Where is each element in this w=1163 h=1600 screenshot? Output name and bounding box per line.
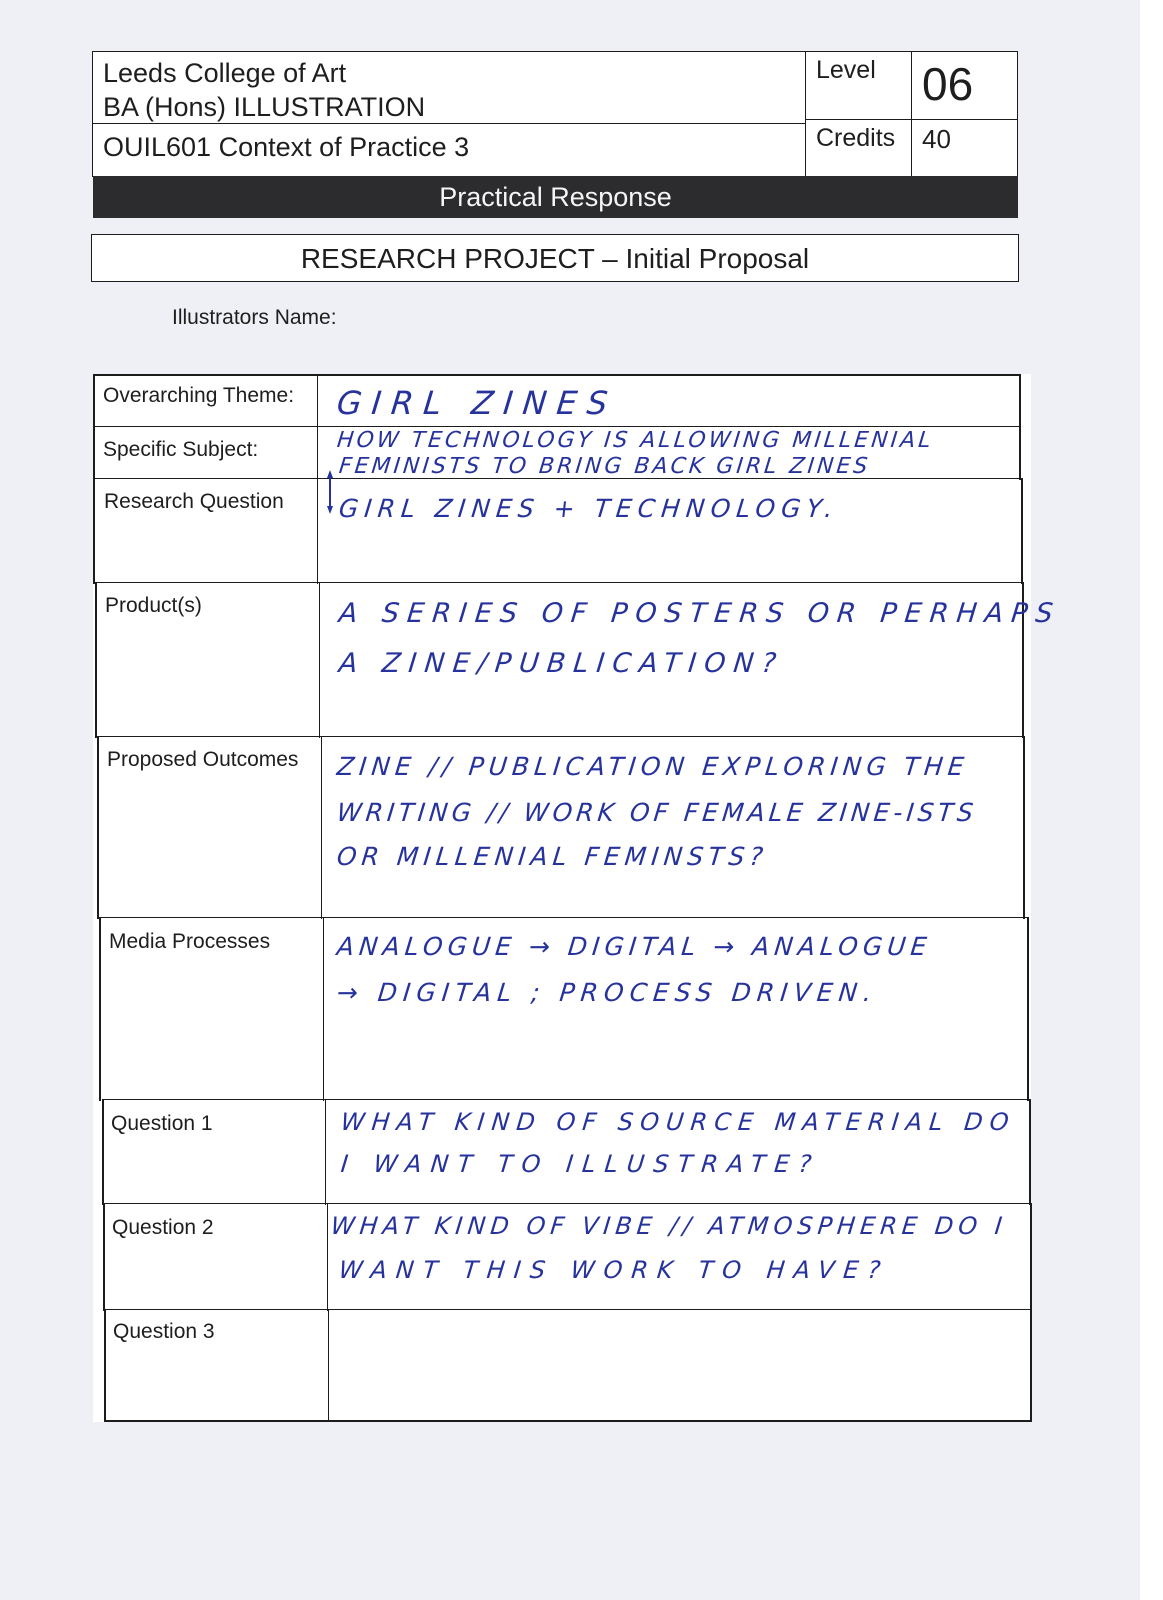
scan-margin bbox=[1140, 0, 1163, 1600]
practical-response-banner: Practical Response bbox=[93, 176, 1018, 218]
arrow-icon bbox=[327, 470, 333, 514]
proposal-table bbox=[93, 374, 1063, 1422]
header-module-cell bbox=[93, 124, 805, 176]
illustrator-name-label: Illustrators Name: bbox=[172, 306, 337, 329]
row-label-media: Media Processes bbox=[109, 930, 271, 953]
answer-media-line-1: ANALOGUE → DIGITAL → ANALOGUE bbox=[335, 932, 934, 961]
answer-outcomes-line-1: ZINE // PUBLICATION EXPLORING THE bbox=[335, 752, 971, 781]
level-label: Level bbox=[805, 52, 911, 120]
level-value: 06 bbox=[911, 52, 1017, 120]
row-label-research-question: Research Question bbox=[104, 490, 284, 513]
answer-question-1-line-2: I WANT TO ILLUSTRATE? bbox=[339, 1150, 822, 1178]
row-label-subject: Specific Subject: bbox=[103, 438, 259, 461]
header-table bbox=[92, 51, 1018, 177]
answer-products-line-2: A ZINE/PUBLICATION? bbox=[337, 648, 786, 679]
answer-subject-line-1: HOW TECHNOLOGY IS ALLOWING MILLENIAL bbox=[335, 428, 935, 453]
answer-research-question: GIRL ZINES + TECHNOLOGY. bbox=[337, 494, 841, 523]
page-title: RESEARCH PROJECT – Initial Proposal bbox=[91, 234, 1019, 282]
answer-subject-line-2: FEMINISTS TO BRING BACK GIRL ZINES bbox=[337, 454, 872, 479]
answer-theme: GIRL ZINES bbox=[335, 384, 620, 422]
answer-question-2-line-2: WANT THIS WORK TO HAVE? bbox=[337, 1256, 891, 1284]
row-label-question-3: Question 3 bbox=[113, 1320, 215, 1343]
row-label-outcomes: Proposed Outcomes bbox=[107, 748, 299, 771]
row-label-question-1: Question 1 bbox=[111, 1112, 213, 1135]
answer-outcomes-line-3: OR MILLENIAL FEMINSTS? bbox=[335, 842, 770, 871]
credits-label: Credits bbox=[805, 120, 911, 176]
answer-media-line-2: → DIGITAL ; PROCESS DRIVEN. bbox=[335, 978, 879, 1007]
answer-outcomes-line-2: WRITING // WORK OF FEMALE ZINE-ISTS bbox=[335, 798, 979, 827]
row-label-theme: Overarching Theme: bbox=[103, 384, 295, 407]
answer-question-1-line-1: WHAT KIND OF SOURCE MATERIAL DO bbox=[339, 1108, 1018, 1136]
module-name: OUIL601 Context of Practice 3 bbox=[103, 132, 470, 162]
row-label-question-2: Question 2 bbox=[112, 1216, 214, 1239]
credits-value: 40 bbox=[911, 120, 1017, 176]
row-label-products: Product(s) bbox=[105, 594, 202, 617]
answer-question-2-line-1: WHAT KIND OF VIBE // ATMOSPHERE DO I bbox=[329, 1212, 1009, 1240]
answer-products-line-1: A SERIES OF POSTERS OR PERHAPS bbox=[337, 598, 1063, 629]
header-college-cell bbox=[93, 52, 805, 124]
college-name: Leeds College of Art bbox=[103, 58, 347, 88]
course-name: BA (Hons) ILLUSTRATION bbox=[103, 92, 426, 122]
